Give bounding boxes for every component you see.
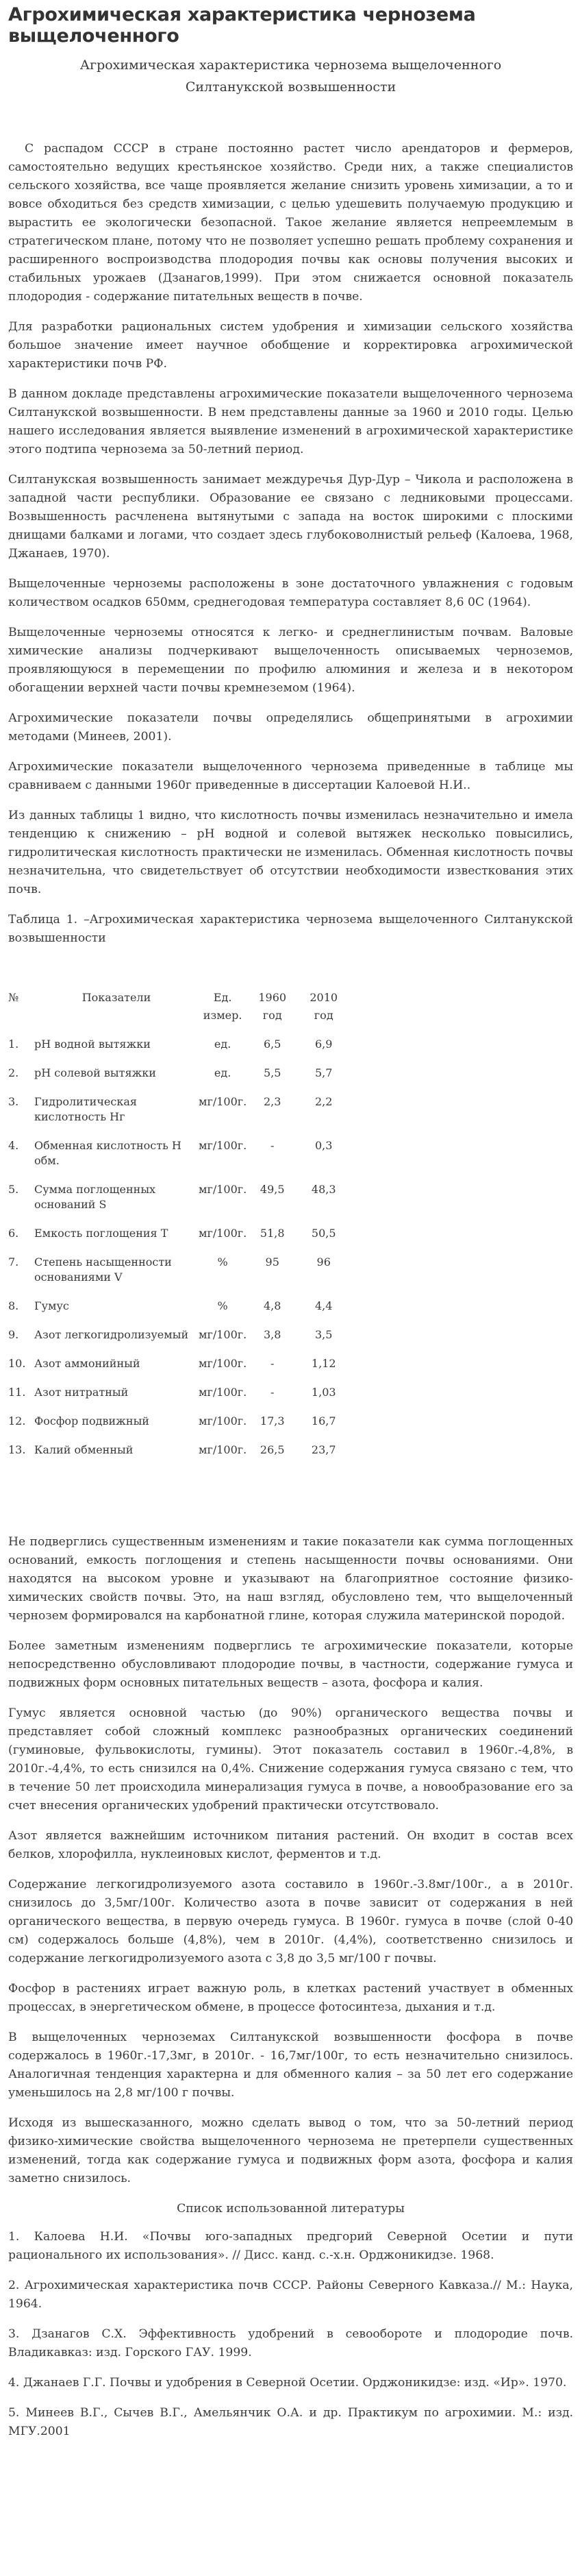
row-value-2010: 16,7 (311, 1414, 336, 1427)
table-row (8, 1226, 349, 1255)
row-unit: % (217, 1255, 228, 1268)
row-value-1960: 95 (265, 1255, 279, 1268)
paragraph: В данном докладе представлены агрохимические показатели выщелоченного чернозема Силтанукской возвышенности. В нем представлены данные за 1960 и 2010 годы. Целью нашего исследования является выявление изменений в агрохимической характеристике этого подтипа чернозема за 50-летний период. (8, 387, 573, 456)
row-indicator: Калий обменный (34, 1443, 134, 1456)
row-value-1960: 2,3 (264, 1095, 281, 1108)
row-indicator: Емкость поглощения Т (34, 1227, 168, 1240)
row-value-2010: 6,9 (315, 1038, 333, 1051)
row-value-1960: 6,5 (264, 1038, 281, 1051)
row-unit: ед. (214, 1038, 231, 1051)
header-year-2010 (298, 989, 349, 1037)
row-value-2010: 96 (316, 1255, 331, 1268)
row-num: 9. (8, 1328, 19, 1341)
row-unit: мг/100г. (199, 1357, 247, 1370)
row-unit: мг/100г. (199, 1095, 247, 1108)
intro-section (8, 140, 573, 899)
row-num: 8. (8, 1299, 19, 1312)
article-subtitle: Агрохимическая характеристика чернозема выщелоченного (79, 58, 502, 73)
table-row (8, 1327, 349, 1356)
table-row (8, 1356, 349, 1385)
row-indicator: Гидролитическая кислотность Нг (34, 1095, 137, 1123)
paragraph: Для разработки рациональных систем удобрения и химизации сельского хозяйства большое значение имеет научное обобщение и корректировка агрохимической характеристики почв РФ. (8, 320, 573, 371)
reference-item: 4. Джанаев Г.Г. Почвы и удобрения в Северной Осетии. Орджоникидзе: изд. «Ир». 1970. (8, 2376, 567, 2390)
row-num: 3. (8, 1095, 19, 1108)
row-num: 5. (8, 1183, 19, 1196)
table-row (8, 1385, 349, 1414)
row-value-1960: 17,3 (260, 1414, 285, 1427)
header-year-1960-sub: год (262, 1009, 282, 1022)
table-row (8, 1037, 349, 1066)
row-indicator: Степень насыщенности основаниями V (34, 1255, 172, 1284)
table-row (8, 1182, 349, 1226)
row-unit: мг/100г. (199, 1183, 247, 1196)
row-value-2010: 2,2 (315, 1095, 333, 1108)
paragraph: Силтанукская возвышенность занимает междуречья Дур-Дур – Чикола и расположена в западной части республики. Образование ее связано с ледниковыми процессами. Возвышенность расчленена вытянутыми с запада на восток широкими с плоскими днищами балками и логами, что создает здесь глубоковолнистый рельеф (Калоева, 1968, Джанаев, 1970). (8, 473, 573, 561)
discussion-section (8, 1533, 573, 2188)
table-row (8, 1414, 349, 1443)
row-indicator: Сумма поглощенных оснований S (34, 1183, 156, 1211)
header-unit: Ед. измер. (203, 991, 242, 1022)
row-value-2010: 1,03 (311, 1386, 336, 1399)
paragraph: Агрохимические показатели почвы определялись общепринятыми в агрохимии методами (Минеев, 2001). (8, 711, 573, 744)
row-indicator: pH солевой вытяжки (34, 1066, 156, 1079)
row-unit: мг/100г. (199, 1386, 247, 1399)
references-title: Список использованной литературы (177, 2202, 405, 2216)
row-unit: % (217, 1299, 228, 1312)
row-indicator: pH водной вытяжки (34, 1038, 151, 1051)
row-num: 7. (8, 1255, 19, 1268)
table-header-row (8, 989, 349, 1037)
row-value-2010: 0,3 (315, 1139, 333, 1152)
table-row (8, 1066, 349, 1094)
table-body (8, 1037, 349, 1471)
row-value-1960: 5,5 (264, 1066, 281, 1079)
paragraph: Гумус является основной частью (до 90%) органического вещества почвы и представляет собой сложный комплекс разнообразных органических соединений (гуминовые, фульвокислоты, гумины). Этот показатель составил в 1960г.-4,8%, в 2010г.-4,4%, то есть снизился на 0,4%. Снижение содержания гумуса связано с тем, что в течение 50 лет происходила минерализация гумуса в почве, а новообразование его за счет внесения органических удобрений практически отсутствовало. (8, 1706, 573, 1813)
table-caption: Таблица 1. –Агрохимическая характеристика чернозема выщелоченного Силтанукской возвышенности (8, 913, 573, 945)
row-unit: мг/100г. (199, 1328, 247, 1341)
row-indicator: Гумус (34, 1299, 69, 1312)
row-value-1960: 3,8 (264, 1328, 281, 1341)
row-indicator: Фосфор подвижный (34, 1414, 149, 1427)
row-indicator: Азот нитратный (34, 1386, 129, 1399)
paragraph: Не подверглись существенным изменениям и такие показатели как сумма поглощенных оснований, емкость поглощения и степень насыщенности почвы основаниями. Они находятся на высоком уровне и указывают на благоприятное состояние физико-химических свойств почвы. Это, на наш взгляд, обусловлено тем, что выщелоченный чернозем формировался на карбонатной глине, которая служила материнской породой. (8, 1535, 573, 1623)
paragraph: Азот является важнейшим источником питания растений. Он входит в состав всех белков, хлорофилла, нуклеиновых кислот, ферментов и т.д. (8, 1829, 573, 1861)
paragraph: Выщелоченные черноземы относятся к легко- и среднеглинистым почвам. Валовые химические анализы подчеркивают выщелоченность описываемых черноземов, проявляющуюся в перемещении по профилю алюминия и железа и в некотором обогащении верхней части почвы кремнеземом (1964). (8, 626, 573, 695)
row-value-2010: 1,12 (311, 1357, 336, 1370)
header-year-2010-sub: год (314, 1009, 333, 1022)
paragraph: Агрохимические показатели выщелоченного чернозема приведенные в таблице мы сравниваем с данными 1960г приведенные в диссертации Калоевой Н.И.. (8, 760, 573, 792)
row-value-1960: - (270, 1139, 275, 1152)
row-num: 12. (8, 1414, 26, 1427)
row-indicator: Обменная кислотность Н обм. (34, 1139, 181, 1167)
row-value-1960: 49,5 (260, 1183, 285, 1196)
row-num: 2. (8, 1066, 19, 1079)
row-value-1960: 51,8 (260, 1227, 285, 1240)
row-num: 6. (8, 1227, 19, 1240)
table-row (8, 1443, 349, 1471)
reference-item: 2. Агрохимическая характеристика почв СССР. Районы Северного Кавказа.// М.: Наука, 1964. (8, 2279, 573, 2311)
row-value-1960: - (270, 1386, 275, 1399)
header-year-1960-value: 1960 (258, 991, 287, 1004)
reference-item: 1. Калоева Н.И. «Почвы юго-западных предгорий Северной Осетии и пути рационального их использования». // Дисс. канд. с.-х.н. Орджоникидзе. 1968. (8, 2230, 573, 2262)
page-title: Агрохимическая характеристика чернозема выщелоченного (8, 4, 476, 47)
row-num: 4. (8, 1139, 19, 1152)
row-unit: мг/100г. (199, 1443, 247, 1456)
row-num: 11. (8, 1386, 26, 1399)
paragraph: Исходя из вышесказанного, можно сделать вывод о том, что за 50-летний период физико-химические свойства выщелоченного чернозема не претерпели существенных изменений, тогда как содержание гумуса и подвижных форм азота, фосфора и калия заметно снизилось. (8, 2116, 573, 2185)
row-value-2010: 50,5 (311, 1227, 336, 1240)
paragraph: Из данных таблицы 1 видно, что кислотность почвы изменилась незначительно и имела тенденцию к снижению – рН водной и солевой вытяжек несколько повысились, гидролитическая кислотность практически не изменилась. Обменная кислотность почвы незначительна, что свидетельствует об отсутствии необходимости известкования этих почв. (8, 809, 573, 896)
header-year-1960 (247, 989, 298, 1037)
paragraph: В выщелоченных черноземах Силтанукской возвышенности фосфора в почве содержалось в 1960г.-17,3мг, в 2010г. - 16,7мг/100г, то есть незначительно снизилось. Аналогичная тенденция характерна и для обменного калия – за 50 лет его содержание уменьшилось на 2,8 мг/100 г почвы. (8, 2031, 573, 2100)
paragraph: С распадом СССР в стране постоянно растет число арендаторов и фермеров, самостоятельно ведущих крестьянское хозяйство. Среди них, а также специалистов сельского хозяйства, все чаще проявляется желание снизить уровень химизации, а то и вовсе обходиться без средств химизации, с целью удешевить получаемую продукцию и вырастить ее экологически безопасной. Такое желание является непреемлемым в стратегическом плане, потому что не позволяет успешно решать проблему сохранения и расширенного воспроизводства плодородия почвы как основы получения высоких и стабильных урожаев (Дзанагов,1999). При этом снижается основной показатель плодородия - содержание питательных веществ в почве. (8, 142, 573, 304)
row-value-1960: 26,5 (260, 1443, 285, 1456)
references-list (8, 2228, 573, 2441)
row-unit: мг/100г. (199, 1414, 247, 1427)
reference-item: 5. Минеев В.Г., Сычев В.Г., Амельянчик О.А. и др. Практикум по агрохимии. М.: изд. МГУ.2001 (8, 2406, 573, 2438)
row-num: 10. (8, 1357, 26, 1370)
reference-item: 3. Дзанагов С.Х. Эффективность удобрений в севообороте и плодородие почв. Владикавказ: изд. Горского ГАУ. 1999. (8, 2327, 573, 2359)
header-num: № (8, 991, 19, 1004)
row-indicator: Азот аммонийный (34, 1357, 140, 1370)
table-row (8, 1299, 349, 1327)
row-value-2010: 23,7 (311, 1443, 336, 1456)
row-unit: ед. (214, 1066, 231, 1079)
row-value-1960: - (270, 1357, 275, 1370)
article-subtitle-region: Силтанукской возвышенности (185, 79, 396, 95)
row-value-2010: 3,5 (315, 1328, 333, 1341)
paragraph: Фосфор в растениях играет важную роль, в клетках растений участвует в обменных процессах, в энергетическом обмене, в процессе фотосинтеза, дыхания и т.д. (8, 1982, 573, 2014)
row-unit: мг/100г. (199, 1227, 247, 1240)
paragraph: Выщелоченные черноземы расположены в зоне достаточного увлажнения с годовым количеством осадков 650мм, среднегодовая температура составляет 8,6 0С (1964). (8, 577, 573, 609)
row-unit: мг/100г. (199, 1139, 247, 1152)
header-year-2010-value: 2010 (310, 991, 338, 1004)
paragraph: Более заметным изменениям подверглись те агрохимические показатели, которые непосредственно обусловливают плодородие почвы, в частности, содержание гумуса и подвижных форм основных питательных веществ – азота, фосфора и калия. (8, 1639, 573, 1690)
row-value-2010: 5,7 (315, 1066, 333, 1079)
paragraph: Содержание легкогидролизуемого азота составило в 1960г.-3.8мг/100г., а в 2010г. снизилось до 3,5мг/100г. Количество азота в почве зависит от содержания в ней органического вещества, в первую очередь гумуса. В 1960г. гумуса в почве (слой 0-40 см) содержалось больше (4,8%), чем в 2010г. (4,4%), соответственно снизилось и содержание легкогидролизуемого азота с 3,8 до 3,5 мг/100 г почвы. (8, 1878, 573, 1965)
row-value-1960: 4,8 (264, 1299, 281, 1312)
row-num: 13. (8, 1443, 26, 1456)
agrochemical-table (8, 989, 349, 1471)
table-row (8, 1255, 349, 1299)
row-value-2010: 4,4 (315, 1299, 333, 1312)
table-row (8, 1094, 349, 1138)
row-num: 1. (8, 1038, 19, 1051)
row-value-2010: 48,3 (311, 1183, 336, 1196)
table-row (8, 1138, 349, 1182)
header-name: Показатели (81, 991, 151, 1004)
row-indicator: Азот легкогидролизуемый (34, 1328, 189, 1341)
